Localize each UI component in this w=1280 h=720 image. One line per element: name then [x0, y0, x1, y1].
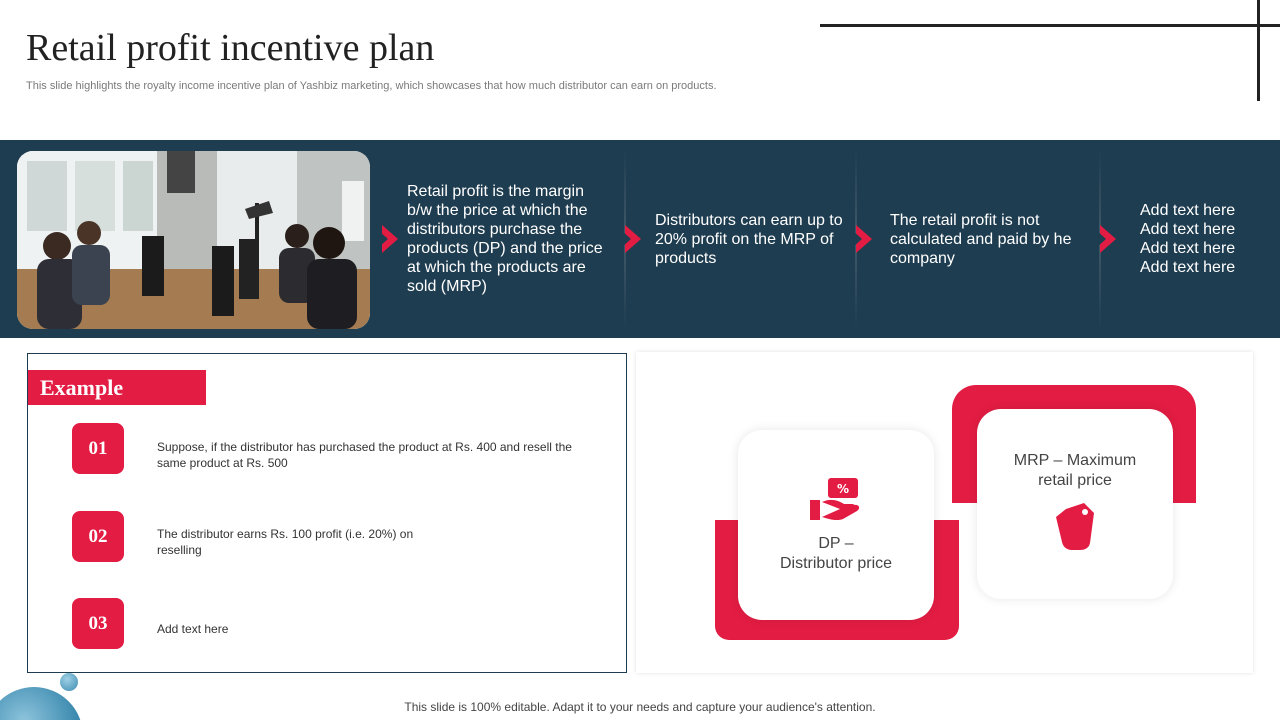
chevron-right-icon: [382, 225, 398, 253]
footer-note: This slide is 100% editable. Adapt it to your needs and capture your audience's attention.: [404, 700, 876, 714]
chevron-right-icon: [625, 225, 641, 253]
chevron-right-icon: [1100, 225, 1116, 253]
banner-text-2: Distributors can earn up to 20% profit on the MRP of products: [655, 211, 843, 267]
example-panel: [27, 353, 627, 673]
price-diagram-panel: [636, 352, 1253, 673]
step-number-03: 03: [72, 598, 124, 649]
banner-text-3: The retail profit is not calculated and paid by he company: [890, 211, 1072, 267]
step-text-01: Suppose, if the distributor has purchased the product at Rs. 400 and resell the same product at Rs. 500: [157, 440, 572, 470]
step-text-03: Add text here: [157, 622, 229, 636]
decorative-bubble-small: [60, 673, 78, 691]
step-number-02: 02: [72, 511, 124, 562]
percent-off-tag-icon: [1052, 501, 1098, 557]
office-team-photo: [17, 151, 370, 329]
info-banner: [0, 140, 1280, 338]
tag-off-text: OFF: [1068, 574, 1084, 583]
example-heading: Example: [28, 370, 206, 405]
svg-text:%: %: [836, 482, 850, 496]
decorative-line-horizontal: [820, 24, 1280, 27]
dp-card: [738, 430, 934, 620]
step-number-01: 01: [72, 423, 124, 474]
dp-label-line1: DP –: [818, 535, 854, 552]
decorative-line-vertical: [1257, 0, 1260, 101]
dp-label-line2: Distributor price: [779, 555, 893, 572]
page-title: Retail profit incentive plan: [26, 27, 435, 69]
chevron-right-icon: [856, 225, 872, 253]
page-subtitle: This slide highlights the royalty income incentive plan of Yashbiz marketing, which showcases that how much distributor can earn on products.: [26, 80, 717, 92]
mrp-label-line1: MRP – Maximum: [1013, 452, 1137, 469]
mrp-label-line2: retail price: [1038, 472, 1112, 489]
step-text-02: The distributor earns Rs. 100 profit (i.e. 20%) on reselling: [157, 527, 414, 557]
banner-text-1: Retail profit is the margin b/w the price at which the distributors purchase the products (DP) and the price at which the products are sold (MRP): [407, 183, 603, 295]
mrp-card: [977, 409, 1173, 599]
banner-text-4: Add text here Add text here Add text here Add text here: [1140, 202, 1236, 276]
hand-holding-discount-icon: [808, 476, 864, 530]
tag-percent-text: %: [1069, 552, 1083, 569]
